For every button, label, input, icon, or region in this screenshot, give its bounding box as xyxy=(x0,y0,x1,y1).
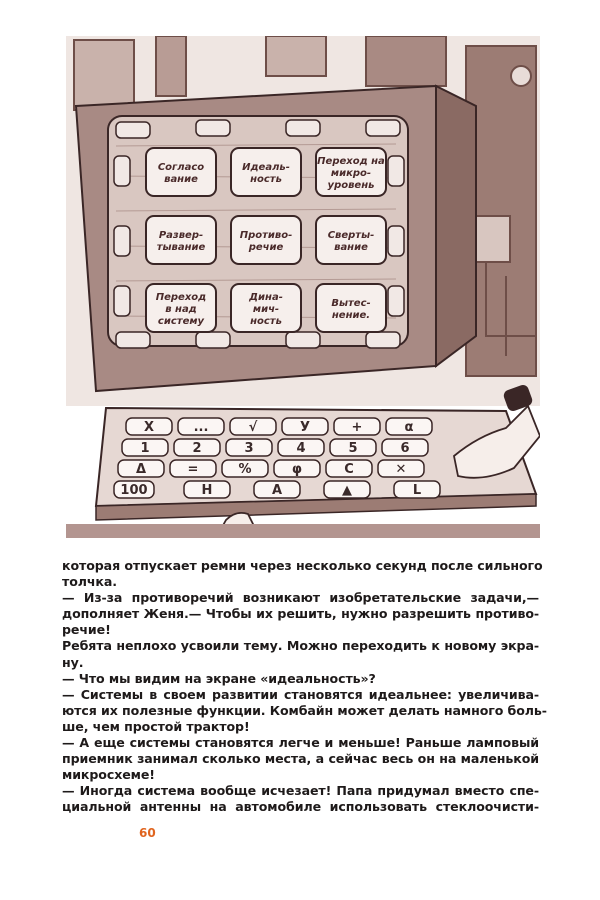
screen-label-text: речие xyxy=(248,242,284,253)
text-line: которая отпускает ремни через несколько секунд после сильного xyxy=(62,558,543,573)
text-line: дополняет Женя.— Чтобы их решить, нужно разрешить противо- xyxy=(62,606,539,622)
keyboard-key-label: 100 xyxy=(120,483,148,498)
text-line: речие! xyxy=(62,622,111,638)
screen-label-text: ность xyxy=(250,316,282,327)
text-line: ются их полезные функции. Комбайн может делать намного боль- xyxy=(62,702,547,718)
screen-label-text: Переход на xyxy=(317,156,385,167)
keyboard-key-label: α xyxy=(404,420,414,435)
screen-label-text: Переход xyxy=(155,292,207,303)
screen-label-text: вание xyxy=(164,174,198,185)
screen-label-text: Идеаль- xyxy=(242,162,290,173)
text-line: циальной антенны на автомобиле использовать стеклоочисти- xyxy=(62,799,539,815)
keyboard-key-label: А xyxy=(271,483,283,498)
keyboard-key-label: ✕ xyxy=(395,462,407,477)
keyboard-key-label: φ xyxy=(291,462,303,477)
screen-label-text: систему xyxy=(157,316,205,327)
text-line: приемник занимал сколько места, а сейчас весь он на маленькой xyxy=(62,751,539,767)
keyboard-key-label: 5 xyxy=(348,441,358,456)
screen-label-text: в над xyxy=(165,304,197,315)
keyboard-key-label: ▲ xyxy=(342,483,352,498)
screen-label-text: нение. xyxy=(331,310,371,321)
screen-label-text: Сверты- xyxy=(327,230,375,241)
keyboard-key-label: C xyxy=(344,462,354,477)
screen-labels xyxy=(146,148,386,332)
screen-label-text: Дина- xyxy=(249,292,283,303)
keyboard-key-label: 3 xyxy=(244,441,254,456)
keyboard-key-label: + xyxy=(351,420,363,435)
screen-label-text: уровень xyxy=(327,180,375,191)
screen-label-text: мич- xyxy=(252,304,280,315)
screen-label-text: тывание xyxy=(156,242,206,253)
keyboard-key-label: У xyxy=(299,420,311,435)
keyboard-key-label: Н xyxy=(201,483,213,498)
keyboard-key-label: 2 xyxy=(192,441,202,456)
screen-label-text: вание xyxy=(334,242,368,253)
text-line: — Иногда система вообще исчезает! Папа придумал вместо спе- xyxy=(62,783,539,799)
screen-label-text: Развер- xyxy=(158,230,204,241)
screen-label-text: Вытес- xyxy=(331,298,371,309)
keyboard-key-label: L xyxy=(412,483,422,498)
screen-label-text: ность xyxy=(250,174,282,185)
screen-label-text: микро- xyxy=(330,168,372,179)
text-line: ну. xyxy=(62,654,84,670)
text-line: толчка. xyxy=(62,574,117,590)
keyboard-key-label: 6 xyxy=(400,441,410,456)
keyboard-key-label: 1 xyxy=(140,441,150,456)
screen-label-text: Согласо xyxy=(157,162,205,173)
keyboard-key-label: = xyxy=(187,462,199,477)
text-line: Ребята неплохо усвоили тему. Можно переходить к новому экра- xyxy=(62,638,539,654)
text-line: ше, чем простой трактор! xyxy=(62,718,250,734)
text-line: микросхеме! xyxy=(62,767,155,783)
keyboard-key-label: √ xyxy=(248,420,258,435)
text-line: — Что мы видим на экране «идеальность»? xyxy=(62,670,376,686)
page-number: 60 xyxy=(139,826,156,840)
text-line: — А еще системы становятся легче и меньше! Раньше ламповый xyxy=(62,735,539,751)
text-line: — Системы в своем развитии становятся идеальнее: увеличива- xyxy=(62,686,539,702)
text-line: — Из-за противоречий возникают изобретательские задачи,— xyxy=(62,590,539,606)
keyboard-key-label: ... xyxy=(193,420,209,435)
keyboard-key-label: % xyxy=(238,462,252,477)
keyboard-key-label: X xyxy=(143,420,155,435)
keyboard-key-label: 4 xyxy=(296,441,306,456)
screen-label-text: Противо- xyxy=(239,230,293,241)
body-text xyxy=(62,558,547,816)
keyboard-key-label: Δ xyxy=(135,462,147,477)
illustration-computer-screen-keyboard xyxy=(66,36,540,538)
